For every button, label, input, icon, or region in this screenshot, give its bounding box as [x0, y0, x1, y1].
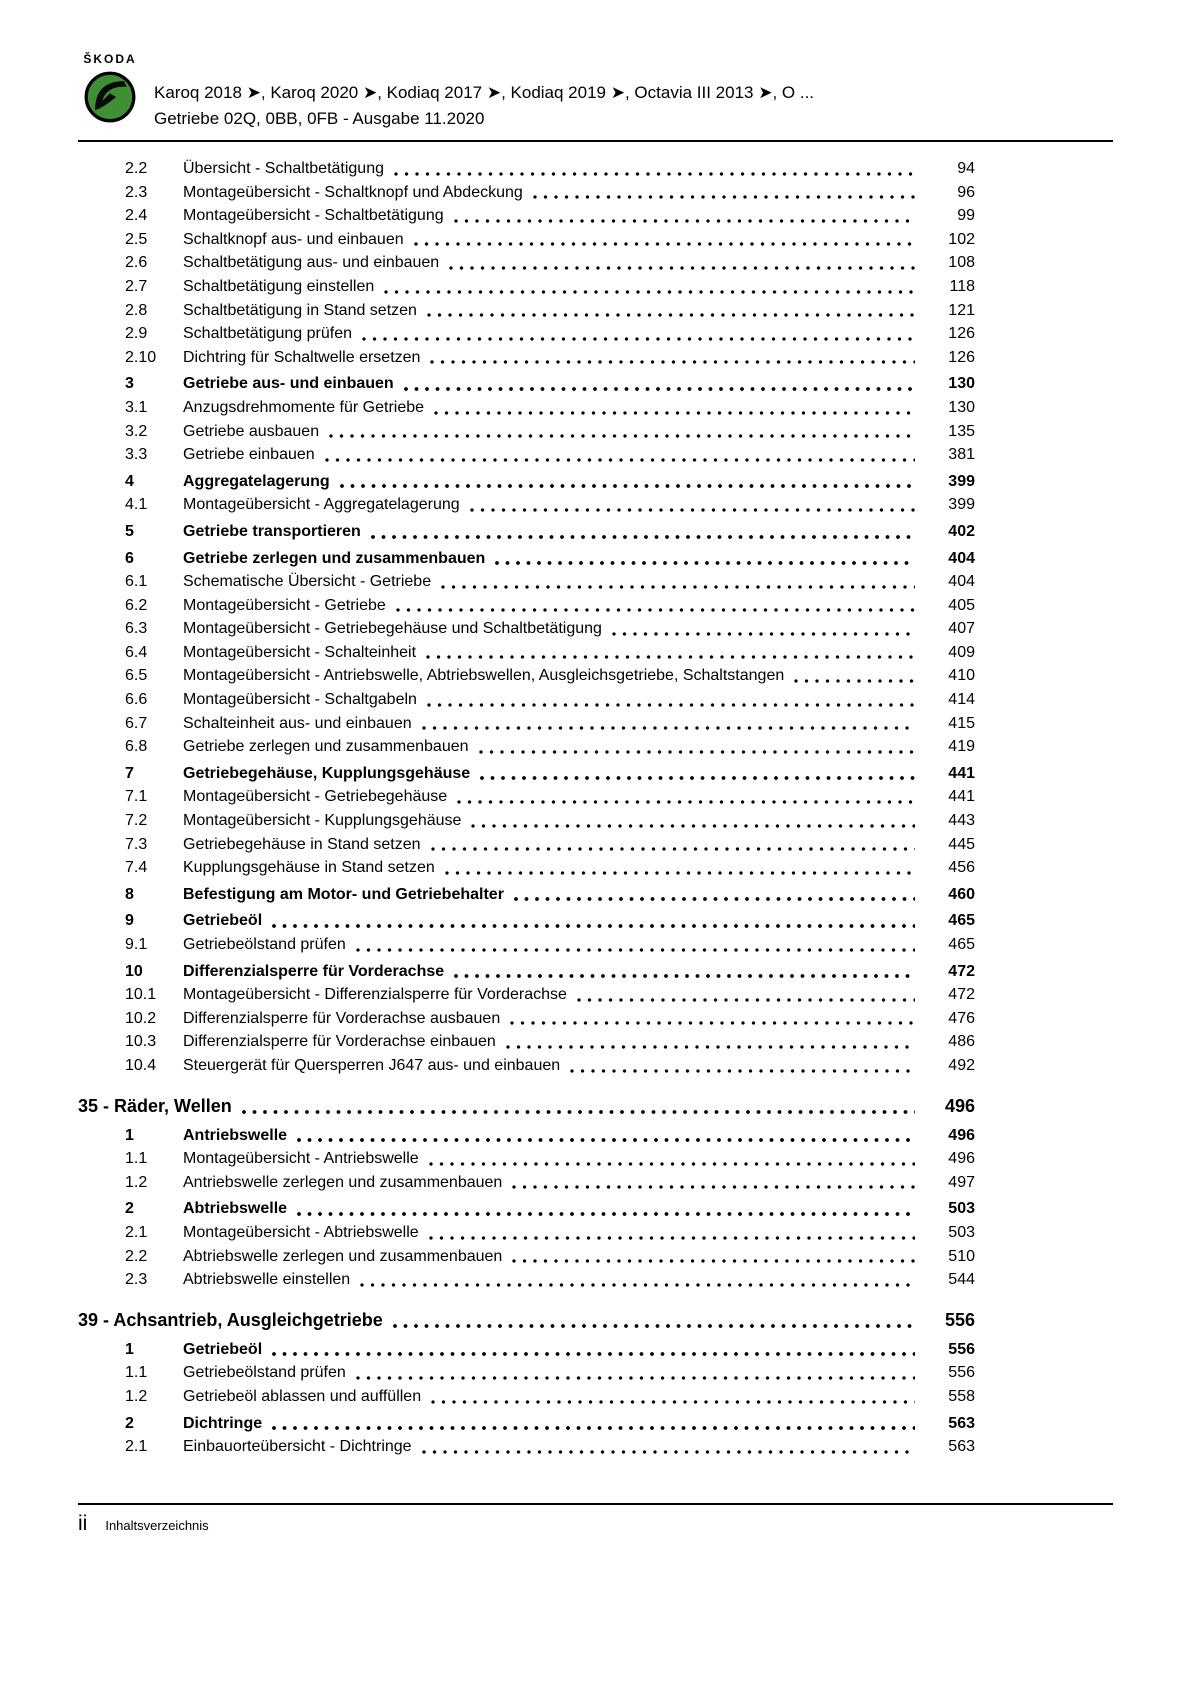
toc-entry-title[interactable]: Getriebeölstand prüfen: [183, 936, 346, 953]
toc-entry-page[interactable]: 126: [948, 325, 975, 343]
toc-entry-number: 1: [125, 1126, 134, 1144]
toc-entry-number: 6.8: [125, 738, 148, 756]
toc-row: [78, 1268, 975, 1292]
dot-leader: [577, 990, 915, 1004]
toc-row: [78, 396, 975, 420]
toc-row: [78, 1197, 975, 1221]
toc-entry-page[interactable]: 402: [948, 522, 975, 540]
toc-row: [78, 181, 975, 205]
page-header: [78, 52, 1113, 132]
toc-entry-number: 1.1: [125, 1364, 148, 1382]
toc-row: [78, 547, 975, 571]
toc-row: [78, 299, 975, 323]
toc-entry-page[interactable]: 405: [948, 596, 975, 614]
toc-entry-number: 8: [125, 885, 134, 903]
toc-entry-page[interactable]: 399: [948, 496, 975, 514]
toc-entry-page[interactable]: 407: [948, 620, 975, 638]
dot-leader: [360, 1275, 915, 1289]
toc-entry-number: 6.7: [125, 714, 148, 732]
toc-entry-page[interactable]: 121: [948, 301, 975, 319]
toc-entry-number: 10: [125, 962, 143, 980]
toc-entry-page[interactable]: 510: [948, 1247, 975, 1265]
toc-entry-title[interactable]: Montageübersicht - Getriebegehäuse und Schaltbetätigung: [183, 620, 602, 638]
toc-row: [78, 833, 975, 857]
toc-row: [78, 420, 975, 444]
toc-entry-number: 2.3: [125, 1271, 148, 1289]
dot-leader: [356, 940, 915, 954]
toc-entry-number: 1: [125, 1340, 134, 1358]
toc-entry-number: 2.4: [125, 207, 148, 225]
dot-leader: [356, 1368, 915, 1382]
toc-row: [78, 228, 975, 252]
toc-entry-page[interactable]: 415: [948, 714, 975, 732]
toc-entry-page[interactable]: 556: [948, 1340, 975, 1358]
toc-row: [78, 809, 975, 833]
toc-entry-title[interactable]: Abtriebswelle zerlegen und zusammenbauen: [183, 1247, 503, 1265]
toc-entry-number: 1.2: [125, 1173, 148, 1191]
toc-entry-page[interactable]: 443: [948, 812, 975, 830]
toc-entry-number: 7: [125, 764, 134, 782]
toc-list: [78, 157, 975, 1459]
toc-entry-number: 2.6: [125, 254, 148, 272]
toc-entry-number: 6.4: [125, 643, 148, 661]
footer-section-label: Inhaltsverzeichnis: [105, 1518, 209, 1533]
toc-entry-title[interactable]: Dichtringe: [183, 1414, 263, 1432]
toc-entry-number: 7.4: [125, 859, 148, 877]
header-titles: [154, 52, 814, 132]
toc-entry-number: 9: [125, 912, 134, 930]
toc-entry-number: 2.2: [125, 1247, 148, 1265]
toc-entry-number: 2: [125, 1200, 134, 1218]
toc-entry-page[interactable]: 126: [948, 348, 975, 366]
toc-row: [78, 520, 975, 544]
toc-row: [78, 1338, 975, 1362]
toc-entry-page[interactable]: 556: [944, 1309, 975, 1330]
toc-row: [78, 594, 975, 618]
toc-entry-page[interactable]: 410: [948, 667, 975, 685]
toc-entry-title[interactable]: Anzugsdrehmomente für Getriebe: [183, 398, 425, 416]
toc-row: [78, 470, 975, 494]
dot-leader: [510, 1013, 915, 1027]
toc-row: [78, 1171, 975, 1195]
toc-entry-page[interactable]: 99: [957, 207, 975, 225]
toc-entry-title[interactable]: Getriebe aus- und einbauen: [183, 375, 394, 393]
toc-entry-title[interactable]: Differenzialsperre für Vorderachse einbauen: [183, 1033, 496, 1051]
dot-leader: [454, 211, 915, 225]
toc-entry-title[interactable]: Montageübersicht - Schaltbetätigung: [183, 207, 444, 225]
dot-leader: [404, 379, 915, 393]
dot-leader: [272, 1344, 915, 1358]
dot-leader: [506, 1037, 915, 1051]
toc-entry-page[interactable]: 441: [948, 788, 975, 806]
toc-entry-page[interactable]: 492: [948, 1056, 975, 1074]
dot-leader: [514, 889, 915, 903]
toc-entry-number: 2.7: [125, 277, 148, 295]
dot-leader: [512, 1177, 915, 1191]
footer-page-number: ii: [78, 1512, 88, 1535]
dot-leader: [272, 916, 915, 930]
toc-entry-title[interactable]: Montageübersicht - Schalteinheit: [183, 643, 417, 661]
toc-entry-number: 2: [125, 1414, 134, 1432]
toc-entry-number: 2.9: [125, 325, 148, 343]
toc-entry-title[interactable]: Getriebe ausbauen: [183, 422, 320, 440]
toc-row: [78, 641, 975, 665]
toc-entry-number: 3.2: [125, 422, 148, 440]
dot-leader: [429, 1228, 915, 1242]
toc-entry-page[interactable]: 456: [948, 859, 975, 877]
toc-row: [78, 372, 975, 396]
toc-entry-title[interactable]: Getriebeöl ablassen und auffüllen: [183, 1387, 422, 1405]
toc-entry-title[interactable]: Getriebe einbauen: [183, 446, 315, 464]
toc-entry-number: 2.1: [125, 1223, 148, 1241]
toc-entry-title[interactable]: Dichtring für Schaltwelle ersetzen: [183, 348, 421, 366]
toc-entry-page[interactable]: 419: [948, 738, 975, 756]
toc-row: [78, 617, 975, 641]
dot-leader: [471, 816, 915, 830]
dot-leader: [430, 352, 915, 366]
toc-row: [78, 1245, 975, 1269]
toc-row: [78, 1147, 975, 1171]
toc-entry-title[interactable]: Schaltbetätigung prüfen: [183, 325, 353, 343]
toc-row: [78, 1435, 975, 1459]
toc-entry-number: 6.1: [125, 573, 148, 591]
toc-entry-title[interactable]: Differenzialsperre für Vorderachse ausbauen: [183, 1009, 501, 1027]
toc-entry-title[interactable]: Antriebswelle zerlegen und zusammenbauen: [183, 1173, 503, 1191]
toc-entry-page[interactable]: 476: [948, 1009, 975, 1027]
toc-row: [78, 983, 975, 1007]
toc-entry-title[interactable]: 39 - Achsantrieb, Ausgleichgetriebe: [78, 1309, 383, 1330]
toc-entry-title[interactable]: Montageübersicht - Aggregatelagerung: [183, 496, 460, 514]
dot-leader: [429, 1154, 915, 1168]
dot-leader: [612, 624, 915, 638]
toc-row: [78, 856, 975, 880]
toc-entry-title[interactable]: Getriebegehäuse in Stand setzen: [183, 835, 421, 853]
toc-entry-title[interactable]: Montageübersicht - Getriebegehäuse: [183, 788, 448, 806]
dot-leader: [427, 695, 915, 709]
dot-leader: [422, 1442, 915, 1456]
dot-leader: [414, 234, 915, 248]
toc-row: [78, 712, 975, 736]
dot-leader: [396, 600, 915, 614]
toc-entry-number: 10.2: [125, 1009, 157, 1027]
toc-entry-title[interactable]: Schaltbetätigung einstellen: [183, 277, 375, 295]
dot-leader: [297, 1130, 915, 1144]
toc-entry-number: 7.2: [125, 812, 148, 830]
toc-entry-number: 6.2: [125, 596, 148, 614]
dot-leader: [371, 527, 915, 541]
toc-entry-page[interactable]: 135: [948, 422, 975, 440]
toc-entry-title[interactable]: Schematische Übersicht - Getriebe: [183, 573, 432, 591]
toc-entry-title[interactable]: Montageübersicht - Schaltgabeln: [183, 691, 417, 709]
toc-entry-page[interactable]: 445: [948, 835, 975, 853]
toc-entry-number: 7.1: [125, 788, 148, 806]
skoda-logo: [78, 52, 142, 126]
toc-entry-number: 3.3: [125, 446, 148, 464]
toc-entry-title[interactable]: 35 - Räder, Wellen: [78, 1095, 232, 1116]
toc-row: [78, 346, 975, 370]
dot-leader: [794, 671, 915, 685]
toc-entry-page[interactable]: 465: [948, 936, 975, 953]
toc-row: [78, 1007, 975, 1031]
toc-entry-number: 2.10: [125, 348, 157, 366]
toc-entry-title[interactable]: Montageübersicht - Antriebswelle: [183, 1150, 419, 1168]
toc-entry-number: 2.8: [125, 301, 148, 319]
skoda-badge-icon: [82, 68, 138, 126]
toc-entry-page[interactable]: 465: [948, 912, 975, 930]
toc-row: [78, 157, 975, 181]
toc-entry-page[interactable]: 381: [948, 446, 975, 464]
dot-leader: [272, 1418, 915, 1432]
toc-entry-number: 2.5: [125, 230, 148, 248]
dot-leader: [329, 426, 915, 440]
toc-row: [78, 735, 975, 759]
toc-row: [78, 1221, 975, 1245]
toc-entry-number: 4.1: [125, 496, 148, 514]
dot-leader: [479, 742, 915, 756]
toc-entry-page[interactable]: 404: [948, 573, 975, 591]
toc-row: [78, 443, 975, 467]
dot-leader: [495, 553, 915, 567]
header-edition-line: Getriebe 02Q, 0BB, 0FB - Ausgabe 11.2020: [154, 109, 485, 128]
toc-row: [78, 1030, 975, 1054]
toc-entry-page[interactable]: 503: [948, 1223, 975, 1241]
toc-row: [78, 1093, 975, 1119]
dot-leader: [297, 1204, 915, 1218]
toc-entry-number: 2.1: [125, 1438, 148, 1456]
toc-entry-title[interactable]: Montageübersicht - Abtriebswelle: [183, 1223, 419, 1241]
toc-entry-page[interactable]: 563: [948, 1438, 975, 1456]
toc-entry-number: 2.3: [125, 183, 148, 201]
toc-entry-title[interactable]: Getriebeölstand prüfen: [183, 1364, 346, 1382]
brand-name: ŠKODA: [83, 52, 137, 66]
toc-row: [78, 1307, 975, 1333]
page-footer: [78, 1503, 1113, 1536]
toc-entry-title[interactable]: Montageübersicht - Kupplungsgehäuse: [183, 812, 462, 830]
toc-entry-page[interactable]: 108: [948, 254, 975, 272]
toc-entry-page[interactable]: 404: [948, 549, 975, 567]
toc-row: [78, 762, 975, 786]
toc-entry-page[interactable]: 486: [948, 1033, 975, 1051]
toc-entry-title[interactable]: Kupplungsgehäuse in Stand setzen: [183, 859, 435, 877]
toc-entry-number: 3.1: [125, 398, 148, 416]
dot-leader: [431, 1392, 915, 1406]
toc-entry-title[interactable]: Aggregatelagerung: [183, 472, 330, 490]
toc-entry-page[interactable]: 472: [948, 962, 975, 980]
dot-leader: [393, 1316, 915, 1330]
toc-row: [78, 883, 975, 907]
dot-leader: [441, 577, 915, 591]
toc-entry-page[interactable]: 556: [948, 1364, 975, 1382]
toc-entry-title[interactable]: Abtriebswelle einstellen: [183, 1271, 351, 1289]
toc-entry-page[interactable]: 130: [948, 398, 975, 416]
dot-leader: [422, 718, 915, 732]
toc-entry-page[interactable]: 460: [948, 885, 975, 903]
toc-row: [78, 664, 975, 688]
dot-leader: [384, 282, 915, 296]
toc-entry-title[interactable]: Schaltbetätigung in Stand setzen: [183, 301, 417, 319]
toc-entry-page[interactable]: 497: [948, 1173, 975, 1191]
toc-entry-number: 9.1: [125, 936, 148, 953]
dot-leader: [457, 792, 915, 806]
toc-entry-page[interactable]: 96: [957, 183, 975, 201]
toc-row: [78, 493, 975, 517]
toc-entry-page[interactable]: 118: [949, 277, 975, 295]
dot-leader: [362, 329, 915, 343]
dot-leader: [431, 839, 916, 853]
dot-leader: [394, 164, 915, 178]
toc-entry-page[interactable]: 544: [948, 1271, 975, 1289]
toc-row: [78, 1412, 975, 1436]
dot-leader: [340, 476, 915, 490]
toc-row: [78, 1361, 975, 1385]
dot-leader: [325, 450, 915, 464]
toc-entry-page[interactable]: 441: [948, 764, 975, 782]
toc-entry-title[interactable]: Getriebeöl: [183, 912, 263, 930]
toc-entry-title[interactable]: Getriebeöl: [183, 1340, 263, 1358]
toc-row: [78, 570, 975, 594]
toc-entry-page[interactable]: 414: [948, 691, 975, 709]
toc-entry-page[interactable]: 503: [948, 1200, 975, 1218]
dot-leader: [434, 403, 915, 417]
dot-leader: [570, 1061, 915, 1075]
toc-row: [78, 1054, 975, 1078]
toc-entry-number: 5: [125, 522, 134, 540]
toc-row: [78, 785, 975, 809]
dot-leader: [470, 500, 915, 514]
toc-entry-page[interactable]: 102: [948, 230, 975, 248]
dot-leader: [449, 258, 915, 272]
toc-entry-title[interactable]: Getriebe zerlegen und zusammenbauen: [183, 549, 486, 567]
dot-leader: [512, 1251, 915, 1265]
toc-entry-number: 6: [125, 549, 134, 567]
toc-entry-number: 2.2: [125, 160, 148, 177]
toc-entry-title[interactable]: Getriebe transportieren: [183, 522, 361, 540]
dot-leader: [480, 768, 915, 782]
toc-entry-title[interactable]: Steuergerät für Quersperren J647 aus- und einbauen: [183, 1056, 561, 1074]
toc-entry-page[interactable]: 558: [948, 1387, 975, 1405]
toc-entry-number: 6.3: [125, 620, 148, 638]
toc-row: [78, 688, 975, 712]
toc-entry-page[interactable]: 496: [948, 1126, 975, 1144]
toc-entry-title[interactable]: Montageübersicht - Getriebe: [183, 596, 386, 614]
toc-entry-number: 3: [125, 375, 134, 393]
dot-leader: [533, 187, 915, 201]
dot-leader: [445, 863, 915, 877]
toc-row: [78, 204, 975, 228]
toc-entry-title[interactable]: Einbauorteübersicht - Dichtringe: [183, 1438, 412, 1456]
toc-entry-title[interactable]: Getriebe zerlegen und zusammenbauen: [183, 738, 469, 756]
toc-entry-title[interactable]: Schalteinheit aus- und einbauen: [183, 714, 412, 732]
toc-entry-page[interactable]: 130: [948, 375, 975, 393]
toc-row: [78, 933, 975, 957]
toc-entry-number: 10.3: [125, 1033, 157, 1051]
toc-entry-title[interactable]: Schaltknopf aus- und einbauen: [183, 230, 404, 248]
toc-entry-number: 1.2: [125, 1387, 148, 1405]
toc-entry-number: 1.1: [125, 1150, 148, 1168]
toc-entry-number: 6.5: [125, 667, 148, 685]
toc-row: [78, 322, 975, 346]
toc-row: [78, 960, 975, 984]
dot-leader: [427, 305, 915, 319]
toc-entry-title[interactable]: Übersicht - Schaltbetätigung: [183, 160, 384, 177]
toc-row: [78, 251, 975, 275]
toc-entry-page[interactable]: 563: [948, 1414, 975, 1432]
toc-entry-title[interactable]: Montageübersicht - Schaltknopf und Abdeckung: [183, 183, 523, 201]
toc-entry-title[interactable]: Getriebegehäuse, Kupplungsgehäuse: [183, 764, 471, 782]
header-models-line: Karoq 2018 ➤, Karoq 2020 ➤, Kodiaq 2017 ➤, Kodiaq 2019 ➤, Octavia III 2013 ➤, O ...: [154, 83, 815, 102]
toc-row: [78, 275, 975, 299]
toc-entry-number: 10.4: [125, 1056, 157, 1074]
toc-entry-page[interactable]: 496: [948, 1150, 975, 1168]
toc-entry-title[interactable]: Montageübersicht - Antriebswelle, Abtriebswellen, Ausgleichsgetriebe, Schaltstangen: [183, 667, 785, 685]
toc-entry-number: 6.6: [125, 691, 148, 709]
toc-entry-title[interactable]: Antriebswelle: [183, 1126, 288, 1144]
toc-entry-title[interactable]: Schaltbetätigung aus- und einbauen: [183, 254, 440, 272]
toc-entry-page[interactable]: 399: [948, 472, 975, 490]
toc-entry-page[interactable]: 472: [948, 986, 975, 1004]
toc-entry-title[interactable]: Abtriebswelle: [183, 1200, 288, 1218]
toc-row: [78, 1124, 975, 1148]
toc-entry-page[interactable]: 496: [944, 1095, 975, 1116]
dot-leader: [242, 1102, 915, 1116]
dot-leader: [454, 966, 915, 980]
toc-entry-page[interactable]: 409: [948, 643, 975, 661]
toc-entry-number: 10.1: [125, 986, 157, 1004]
toc-entry-title[interactable]: Montageübersicht - Differenzialsperre für Vorderachse: [183, 986, 567, 1004]
toc-entry-number: 4: [125, 472, 134, 490]
header-divider: [78, 140, 1113, 142]
toc-entry-title[interactable]: Befestigung am Motor- und Getriebehalter: [183, 885, 504, 903]
dot-leader: [426, 647, 915, 661]
toc-row: [78, 1385, 975, 1409]
toc-entry-page[interactable]: 94: [957, 160, 975, 177]
toc-entry-title[interactable]: Differenzialsperre für Vorderachse: [183, 962, 445, 980]
toc-entry-number: 7.3: [125, 835, 148, 853]
toc-row: [78, 909, 975, 933]
